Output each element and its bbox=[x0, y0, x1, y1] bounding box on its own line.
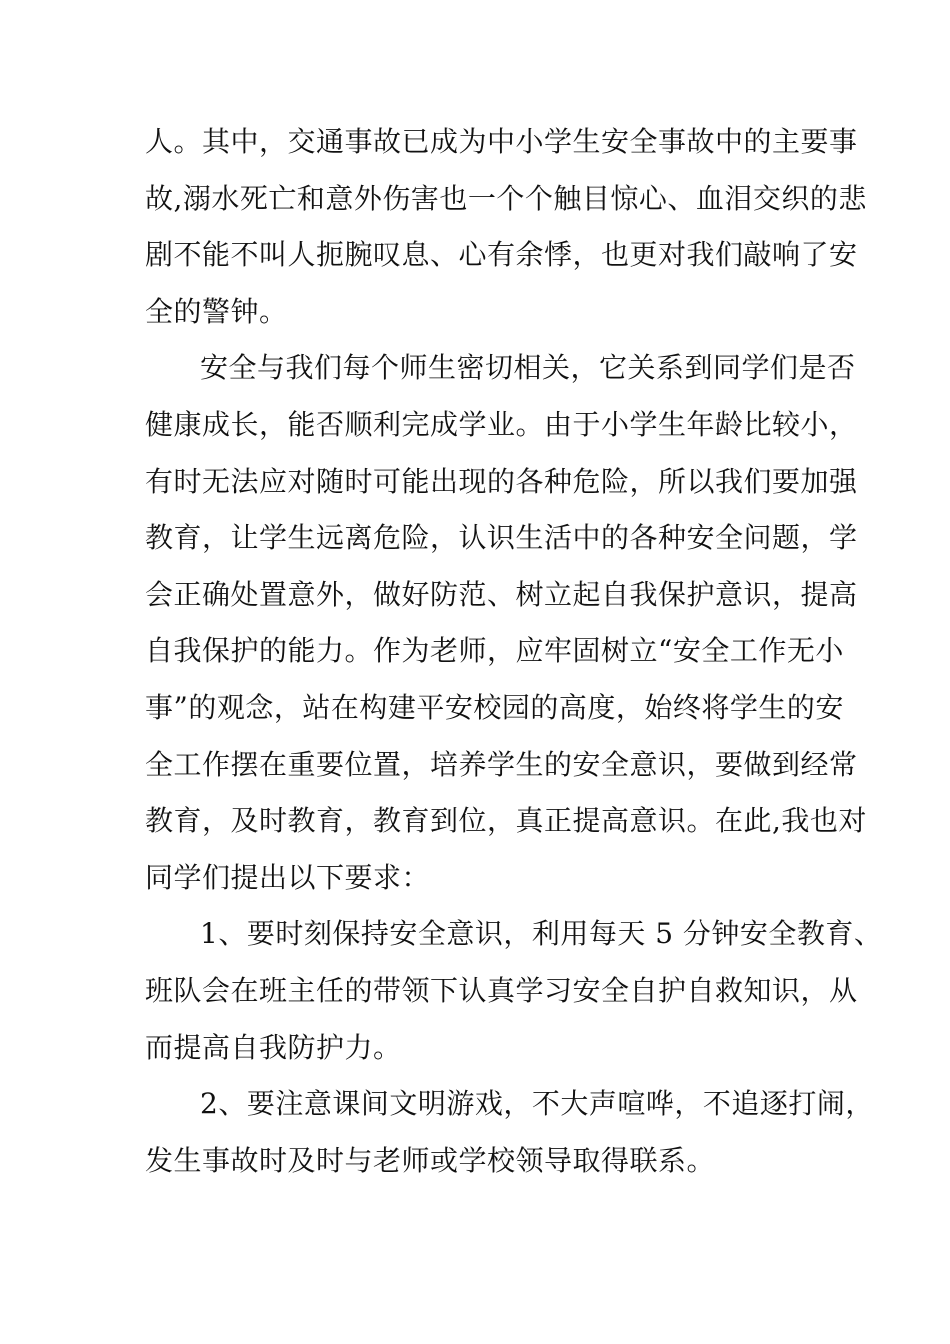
paragraph-line: 会正确处置意外，做好防范、树立起自我保护意识，提高 bbox=[145, 577, 858, 611]
paragraph-line: 安全与我们每个师生密切相关，它关系到同学们是否 bbox=[200, 351, 856, 385]
paragraph-line: 1、要时刻保持安全意识，利用每天 5 分钟安全教育、 bbox=[200, 917, 883, 951]
paragraph-4 bbox=[145, 1076, 874, 1189]
paragraph-1 bbox=[145, 114, 867, 340]
paragraph-line: 班队会在班主任的带领下认真学习安全自护自救知识，从 bbox=[145, 973, 858, 1007]
document-body bbox=[145, 114, 883, 1189]
paragraph-line: 全工作摆在重要位置，培养学生的安全意识，要做到经常 bbox=[145, 747, 858, 781]
paragraph-2 bbox=[145, 340, 867, 906]
paragraph-line: 自我保护的能力。作为老师，应牢固树立“安全工作无小 bbox=[145, 634, 844, 668]
paragraph-line: 同学们提出以下要求： bbox=[145, 860, 431, 894]
paragraph-line: 2、要注意课间文明游戏，不大声喧哗，不追逐打闹， bbox=[200, 1087, 874, 1121]
paragraph-line: 故,溺水死亡和意外伤害也一个个触目惊心、血泪交织的悲 bbox=[145, 181, 867, 215]
paragraph-line: 发生事故时及时与老师或学校领导取得联系。 bbox=[145, 1143, 716, 1177]
paragraph-line: 事”的观念，站在构建平安校园的高度，始终将学生的安 bbox=[145, 690, 844, 724]
paragraph-line: 教育，让学生远离危险，认识生活中的各种安全问题，学 bbox=[145, 521, 858, 555]
paragraph-line: 教育，及时教育，教育到位，真正提高意识。在此,我也对 bbox=[145, 804, 867, 838]
paragraph-line: 健康成长，能否顺利完成学业。由于小学生年龄比较小， bbox=[145, 407, 858, 441]
paragraph-line: 剧不能不叫人扼腕叹息、心有余悸，也更对我们敲响了安 bbox=[145, 238, 858, 272]
paragraph-line: 而提高自我防护力。 bbox=[145, 1030, 402, 1064]
paragraph-line: 全的警钟。 bbox=[145, 294, 288, 328]
paragraph-3 bbox=[145, 906, 883, 1076]
paragraph-line: 人。其中，交通事故已成为中小学生安全事故中的主要事 bbox=[145, 125, 858, 158]
paragraph-line: 有时无法应对随时可能出现的各种危险，所以我们要加强 bbox=[145, 464, 858, 498]
